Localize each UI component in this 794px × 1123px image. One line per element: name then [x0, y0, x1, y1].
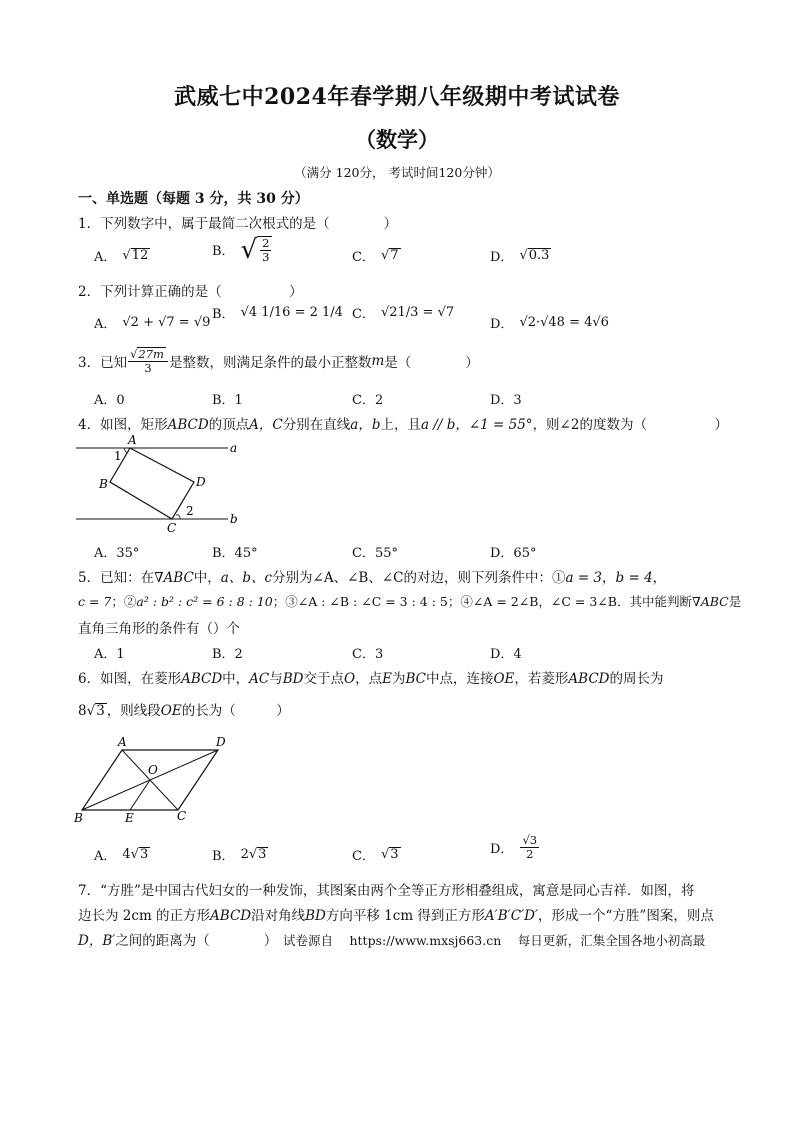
q1-option-a: A． √ 12: [94, 247, 149, 265]
q2-option-a: A． √2 + √7 = √9: [94, 315, 211, 332]
q4-figure: [72, 432, 252, 536]
q5-option-b: B．2: [212, 647, 243, 662]
label-b: b: [230, 512, 238, 526]
label-1: 1: [114, 449, 122, 463]
q4-option-b: B．45°: [212, 546, 258, 561]
label-A: A: [128, 433, 137, 447]
label-D: D: [196, 475, 206, 489]
q5-option-d: D．4: [490, 647, 522, 662]
exam-title: 武威七中2024年春学期八年级期中考试试卷: [174, 84, 620, 110]
rectangle-abcd: [110, 448, 194, 519]
label-O: O: [148, 763, 158, 777]
label-B: B: [74, 811, 83, 825]
q5-line3: 直角三角形的条件有（）个: [78, 621, 240, 637]
q4-option-a: A．35°: [94, 546, 140, 561]
q6-line1: 6．如图，在菱形ABCD中，AC与BD交于点O，点E为BC中点，连接OE，若菱形ABCD的周长为: [78, 671, 664, 687]
label-A: A: [118, 735, 127, 749]
label-E: E: [125, 811, 134, 825]
label-C: C: [177, 809, 187, 823]
exam-note: （满分 120分， 考试时间120分钟）: [294, 165, 500, 180]
q7-line1: 7．“方胜”是中国古代妇女的一种发饰，其图案由两个全等正方形相叠组成，寓意是同心吉祥．如图，将: [78, 883, 695, 899]
q1-option-d: D． √ 0.3: [490, 247, 550, 265]
q2-option-d: D． √2·√48 = 4√6: [490, 315, 609, 332]
label-a: a: [230, 441, 238, 455]
label-B: B: [99, 477, 108, 491]
q6-option-c: C． √ 3: [352, 846, 399, 864]
q4-option-c: C．55°: [352, 546, 398, 561]
q5-line1: 5．已知：在∇ABC中，a、b、c分别为∠A、∠B、∠C的对边，则下列条件中：①a = 3，b = 4，: [78, 570, 667, 586]
q2-stem: 2．下列计算正确的是（ ）: [78, 284, 303, 300]
q1-stem: 1．下列数字中，属于最简二次根式的是（ ）: [78, 216, 398, 232]
q3-stem: 3．已知 $\frac{√27m}{3}$ 是整数，则满足条件的最小正整数 m 是（ ）: [78, 347, 479, 375]
q1-option-c: C． √ 7: [352, 247, 399, 265]
q3-option-b: B．1: [212, 393, 243, 408]
q4-option-d: D．65°: [490, 546, 537, 561]
q2-option-c: C． √21/3 = √7: [352, 305, 455, 322]
q4-stem: 4．如图，矩形ABCD的顶点A，C分别在直线a，b上，且a // b，∠1 = 55°，则∠2的度数为（ ）: [78, 417, 728, 433]
q1-option-b: B． √ $\frac{2}{3}$: [212, 236, 272, 263]
q7-line3: D，B′之间的距离为（ ）: [78, 933, 278, 949]
label-C: C: [167, 521, 177, 535]
q5-option-a: A．1: [94, 647, 125, 662]
source-link[interactable]: 试卷源自 https://www.mxsj663.cn 每日更新，汇集全国各地小初高最: [283, 933, 706, 948]
section-heading: 一、单选题（每题 3 分，共 30 分）: [78, 191, 309, 207]
exam-subject: （数学）: [355, 127, 439, 152]
q2-option-b: B． √4 1/16 = 2 1/4: [212, 305, 343, 322]
q3-option-a: A．0: [94, 393, 125, 408]
q6-line2: 8√3 ，则线段OE的长为（ ）: [78, 703, 290, 719]
q6-option-d: D． $\frac{√3}{2}$: [490, 833, 538, 861]
q5-line2: c = 7；②a² : b² : c² = 6 : 8 : 10；③∠A : ∠B : ∠C = 3 : 4 : 5；④∠A = 2∠B，∠C = 3∠B．其中能判断∇ABC是: [78, 594, 742, 609]
q5-option-c: C．3: [352, 647, 384, 662]
q6-figure: [70, 734, 240, 826]
q3-option-d: D．3: [490, 393, 522, 408]
label-D: D: [216, 735, 226, 749]
q6-option-b: B． 2 √ 3: [212, 846, 267, 864]
q7-line2: 边长为 2cm 的正方形ABCD沿对角线BD方向平移 1cm 得到正方形A′B′C′D′，形成一个“方胜”图案，则点: [78, 908, 714, 924]
q6-option-a: A． 4 √ 3: [94, 846, 149, 864]
q3-option-c: C．2: [352, 393, 384, 408]
label-2: 2: [186, 504, 194, 518]
